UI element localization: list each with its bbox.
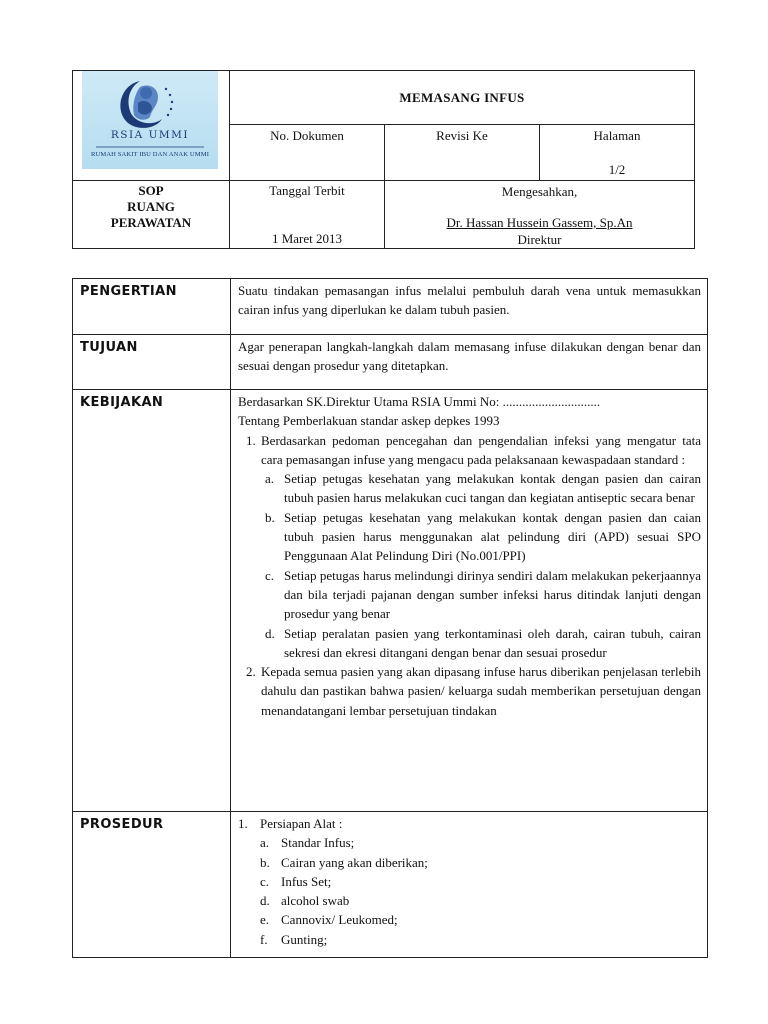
- signer-name: Dr. Hassan Hussein Gassem, Sp.An: [446, 215, 633, 230]
- document-header-table: [72, 70, 695, 249]
- tujuan-label: TUJUAN: [73, 335, 231, 390]
- signer-title: Direktur: [517, 232, 562, 247]
- hospital-logo: [82, 71, 218, 169]
- tujuan-row: [73, 335, 708, 390]
- list-item: [261, 469, 701, 508]
- pengertian-text: Suatu tindakan pemasangan infus melalui pembuluh darah vena untuk memasukkan cairan infus yang diperlukan ke dalam tubuh pasien.: [231, 279, 708, 335]
- prosedur-alat-list: [238, 833, 701, 949]
- list-marker: 2.: [246, 664, 256, 680]
- revisi-cell: [385, 125, 540, 181]
- list-item-text: Setiap peralatan pasien yang terkontaminasi oleh darah, cairan tubuh, cairan sekresi dan ekresi ditangani dengan benar dan sesuai prosedur: [284, 625, 701, 660]
- list-item-text: Berdasarkan pedoman pencegahan dan pengendalian infeksi yang mengatur tata cara pemasangan infuse yang mengacu pada pelaksanaan kewaspadaan standard :: [261, 432, 701, 467]
- revisi-label: Revisi Ke: [436, 128, 488, 143]
- list-item: [238, 930, 701, 949]
- ruang-line: RUANG: [127, 199, 175, 214]
- list-item-text: Setiap petugas harus melindungi dirinya sendiri dalam melakukan pekerjaannya dan bila terjadi pajanan dengan sumber infeksi harus ditindak lanjuti dengan prosedur yang benar: [284, 567, 701, 622]
- kebijakan-content: [231, 390, 708, 812]
- prosedur-step-title: Persiapan Alat :: [260, 816, 343, 831]
- mengesahkan-label: Mengesahkan,: [501, 184, 578, 199]
- list-item-text: Infus Set;: [281, 873, 332, 889]
- prosedur-row: [73, 812, 708, 958]
- halaman-cell: [540, 125, 695, 181]
- list-marker: 1.: [238, 816, 248, 831]
- logo-subtitle: RUMAH SAKIT IBU DAN ANAK UMMI: [91, 151, 209, 158]
- list-item: [238, 814, 701, 833]
- prosedur-label: PROSEDUR: [73, 812, 231, 958]
- no-dokumen-cell: [230, 125, 385, 181]
- kebijakan-list: [238, 431, 701, 720]
- kebijakan-row: [73, 390, 708, 812]
- list-item-text: Kepada semua pasien yang akan dipasang infuse harus diberikan penjelasan terlebih dahulu dan pastikan bahwa pasien/ keluarga sudah memberikan persetujuan dengan menandatangani lembar persetujuan tindakan: [261, 664, 701, 718]
- logo-cell: [73, 71, 230, 181]
- list-marker: a.: [260, 835, 270, 851]
- halaman-label: Halaman: [593, 128, 641, 143]
- list-item: [238, 431, 701, 663]
- kebijakan-label: KEBIJAKAN: [73, 390, 231, 812]
- pengertian-row: [73, 279, 708, 335]
- list-item: [261, 566, 701, 624]
- list-item-text: Standar Infus;: [281, 835, 355, 851]
- list-item: [238, 872, 701, 891]
- list-item: [238, 662, 701, 720]
- list-marker: c.: [265, 567, 275, 583]
- list-item-text: Cairan yang akan diberikan;: [281, 854, 428, 870]
- list-marker: a.: [265, 471, 275, 487]
- logo-name: RSIA UMMI: [110, 129, 190, 141]
- kebijakan-intro-tentang: Tentang Pemberlakuan standar askep depkes 1993: [238, 413, 500, 429]
- tanggal-terbit-label: Tanggal Terbit: [269, 183, 345, 198]
- list-marker: f.: [260, 931, 268, 947]
- list-item-text: Cannovix/ Leukomed;: [281, 912, 398, 928]
- perawatan-line: PERAWATAN: [110, 215, 192, 230]
- tanggal-terbit-value: 1 Maret 2013: [271, 231, 343, 246]
- list-item: [261, 624, 701, 663]
- tujuan-text: Agar penerapan langkah-langkah dalam memasang infuse dilakukan dengan benar dan sesuai dengan prosedur yang ditetapkan.: [231, 335, 708, 390]
- list-marker: b.: [265, 509, 275, 525]
- pengertian-label: PENGERTIAN: [73, 279, 231, 335]
- list-marker: d.: [265, 625, 275, 641]
- sop-content-table: [72, 278, 708, 958]
- sop-line: SOP: [138, 183, 164, 198]
- list-item-text: Setiap petugas kesehatan yang melakukan kontak dengan pasien dan cairan tubuh pasien harus melakukan cuci tangan dan kegiatan antiseptic secara benar: [284, 471, 701, 506]
- list-item: [261, 508, 701, 566]
- list-marker: d.: [260, 893, 270, 909]
- list-marker: b.: [260, 854, 270, 870]
- prosedur-content: [231, 812, 708, 958]
- list-item: [238, 833, 701, 852]
- sop-label-cell: [73, 181, 230, 249]
- list-item-text: alcohol swab: [281, 893, 350, 909]
- prosedur-list: [238, 814, 701, 833]
- list-item-text: Setiap petugas kesehatan yang melakukan kontak dengan pasien dan caian tubuh pasien harus menggunakan alat pelindung diri (APD) sesuai SPO Penggunaan Alat Pelindung Diri (No.001/PPI): [284, 509, 701, 564]
- tanggal-terbit-cell: [230, 181, 385, 249]
- list-item: [238, 891, 701, 910]
- list-item-text: Gunting;: [281, 931, 328, 947]
- document-title: MEMASANG INFUS: [230, 71, 695, 125]
- no-dokumen-label: No. Dokumen: [270, 128, 344, 143]
- list-marker: c.: [260, 873, 270, 889]
- list-item: [238, 910, 701, 929]
- kebijakan-intro-sk: Berdasarkan SK.Direktur Utama RSIA Ummi No: ..............................: [238, 394, 601, 409]
- list-marker: e.: [260, 912, 270, 928]
- halaman-value: 1/2: [608, 162, 626, 177]
- list-item: [238, 853, 701, 872]
- kebijakan-sublist: [261, 469, 701, 662]
- list-marker: 1.: [246, 432, 256, 448]
- mengesahkan-cell: [385, 181, 695, 249]
